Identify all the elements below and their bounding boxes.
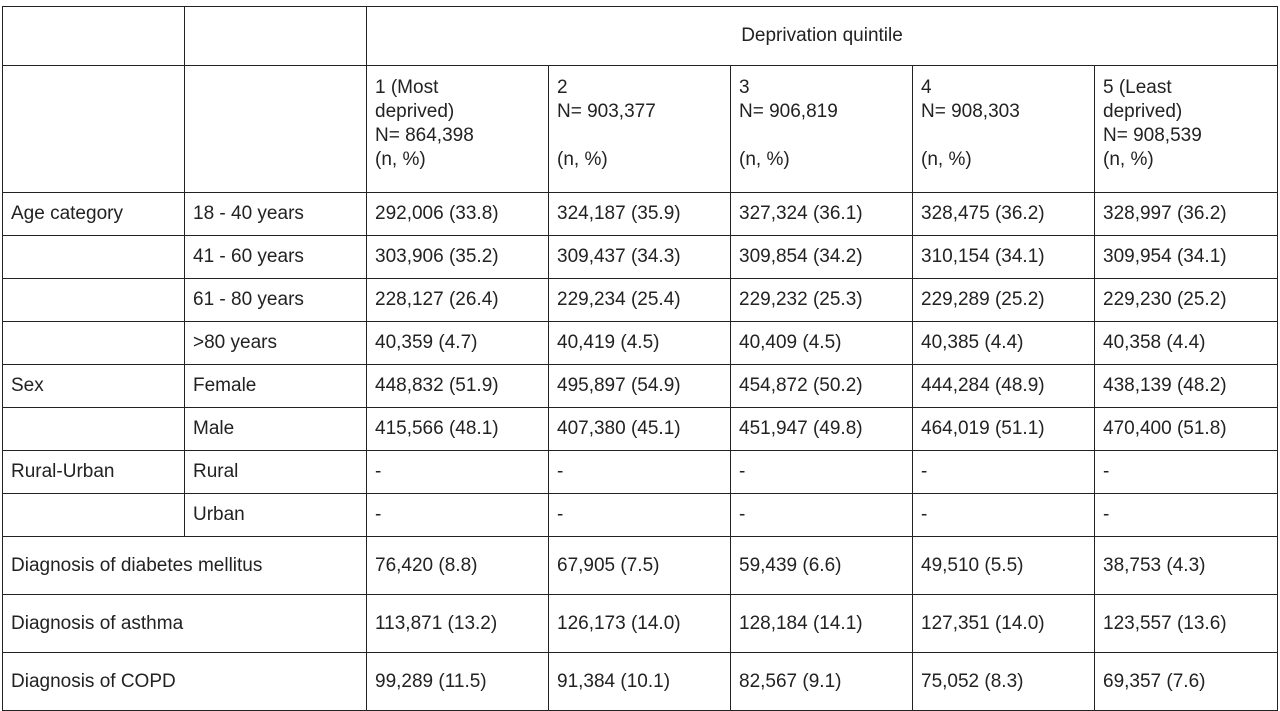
blank-header-cell [185,66,367,193]
table-cell: - [913,494,1095,537]
column-header-row [3,66,1278,193]
row-category: Rural-Urban [3,451,185,494]
row-category [3,494,185,537]
table-cell: 40,358 (4.4) [1095,322,1278,365]
table-row [3,322,1278,365]
table-cell: 40,419 (4.5) [549,322,731,365]
table-row [3,537,1278,595]
table-cell: - [913,451,1095,494]
table-cell: 324,187 (35.9) [549,193,731,236]
table-cell: 69,357 (7.6) [1095,653,1278,711]
row-subcategory: 18 - 40 years [185,193,367,236]
table-cell: 309,854 (34.2) [731,236,913,279]
table-cell: 328,997 (36.2) [1095,193,1278,236]
table-cell: 91,384 (10.1) [549,653,731,711]
table-cell: 310,154 (34.1) [913,236,1095,279]
table-cell: 99,289 (11.5) [367,653,549,711]
row-category [3,322,185,365]
row-label: Diagnosis of asthma [3,595,367,653]
table-cell: 49,510 (5.5) [913,537,1095,595]
table-cell: - [1095,494,1278,537]
table-cell: 113,871 (13.2) [367,595,549,653]
table-cell: - [549,494,731,537]
table-cell: 309,954 (34.1) [1095,236,1278,279]
table-cell: 464,019 (51.1) [913,408,1095,451]
table-cell: 127,351 (14.0) [913,595,1095,653]
table-cell: 303,906 (35.2) [367,236,549,279]
table-cell: 40,359 (4.7) [367,322,549,365]
table-cell: - [731,451,913,494]
row-subcategory: Rural [185,451,367,494]
table-cell: 328,475 (36.2) [913,193,1095,236]
table-cell: 444,284 (48.9) [913,365,1095,408]
table-cell: 229,232 (25.3) [731,279,913,322]
table-cell: 292,006 (33.8) [367,193,549,236]
table-cell: 38,753 (4.3) [1095,537,1278,595]
table-cell: 40,409 (4.5) [731,322,913,365]
row-subcategory: Female [185,365,367,408]
table-cell: 82,567 (9.1) [731,653,913,711]
blank-header-cell [3,66,185,193]
table-row [3,365,1278,408]
table-row [3,451,1278,494]
column-header-q2: 2 N= 903,377 (n, %) [549,66,731,193]
row-category [3,408,185,451]
table-cell: 229,230 (25.2) [1095,279,1278,322]
deprivation-table [2,6,1278,711]
row-category: Sex [3,365,185,408]
group-header-row [3,7,1278,66]
row-category [3,236,185,279]
row-label: Diagnosis of diabetes mellitus [3,537,367,595]
table-cell: - [367,494,549,537]
row-category: Age category [3,193,185,236]
row-subcategory: >80 years [185,322,367,365]
table-cell: 451,947 (49.8) [731,408,913,451]
table-cell: 67,905 (7.5) [549,537,731,595]
group-header: Deprivation quintile [367,7,1278,66]
row-category [3,279,185,322]
table-row [3,236,1278,279]
table-cell: 327,324 (36.1) [731,193,913,236]
table-cell: 126,173 (14.0) [549,595,731,653]
table-cell: 470,400 (51.8) [1095,408,1278,451]
row-subcategory: Male [185,408,367,451]
table-cell: 59,439 (6.6) [731,537,913,595]
row-subcategory: 61 - 80 years [185,279,367,322]
table-cell: 228,127 (26.4) [367,279,549,322]
column-header-q5: 5 (Least deprived) N= 908,539 (n, %) [1095,66,1278,193]
blank-corner-cell [3,7,185,66]
column-header-q3: 3 N= 906,819 (n, %) [731,66,913,193]
table-cell: 438,139 (48.2) [1095,365,1278,408]
table-cell: 415,566 (48.1) [367,408,549,451]
table-cell: 123,557 (13.6) [1095,595,1278,653]
table-cell: 407,380 (45.1) [549,408,731,451]
table-cell: 76,420 (8.8) [367,537,549,595]
table-cell: 128,184 (14.1) [731,595,913,653]
table-row [3,595,1278,653]
row-label: Diagnosis of COPD [3,653,367,711]
row-subcategory: 41 - 60 years [185,236,367,279]
table-cell: 495,897 (54.9) [549,365,731,408]
table-row [3,279,1278,322]
table-cell: 309,437 (34.3) [549,236,731,279]
row-subcategory: Urban [185,494,367,537]
table-row [3,653,1278,711]
table-cell: - [549,451,731,494]
table-cell: 448,832 (51.9) [367,365,549,408]
table-cell: 75,052 (8.3) [913,653,1095,711]
table-cell: - [731,494,913,537]
table-cell: 229,289 (25.2) [913,279,1095,322]
table-row [3,408,1278,451]
table-cell: - [367,451,549,494]
column-header-q4: 4 N= 908,303 (n, %) [913,66,1095,193]
table-cell: 454,872 (50.2) [731,365,913,408]
table-row [3,494,1278,537]
table-row [3,193,1278,236]
blank-corner-cell [185,7,367,66]
table-cell: - [1095,451,1278,494]
column-header-q1: 1 (Most deprived) N= 864,398 (n, %) [367,66,549,193]
table-cell: 229,234 (25.4) [549,279,731,322]
table-cell: 40,385 (4.4) [913,322,1095,365]
